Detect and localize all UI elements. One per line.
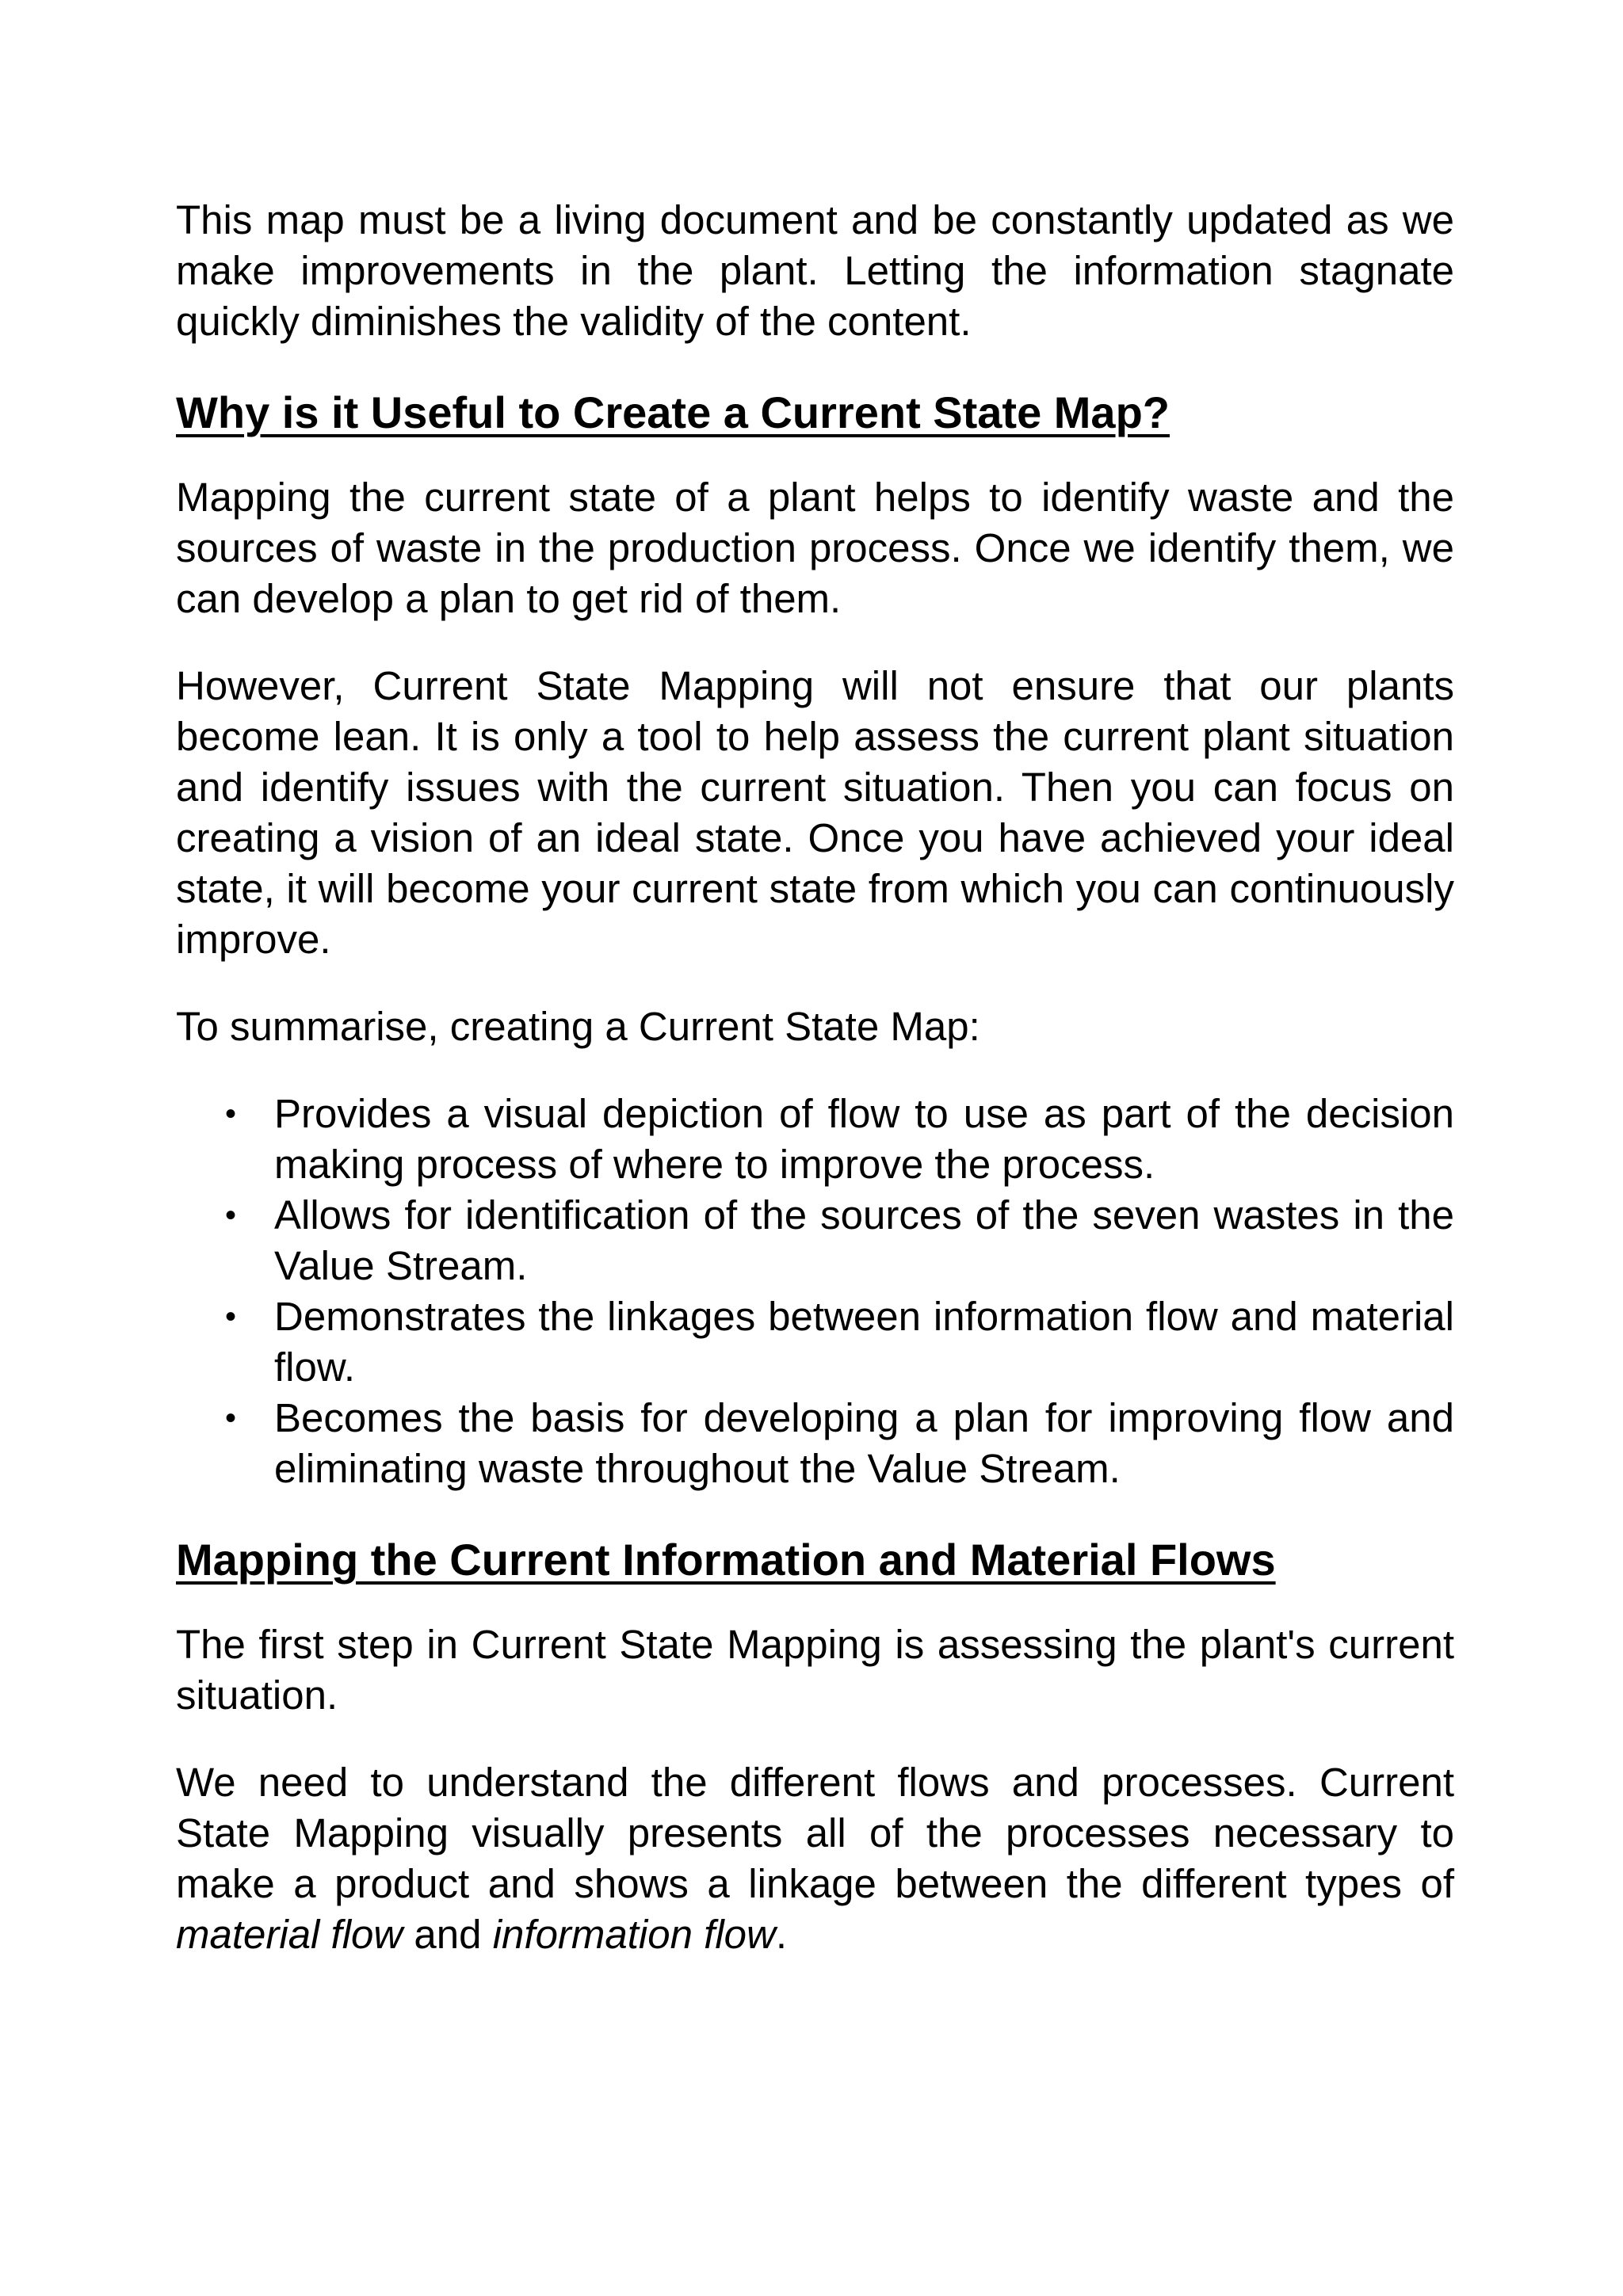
list-item-text: Provides a visual depiction of flow to use as part of the decision making process of where to improve the process.	[274, 1091, 1454, 1187]
paragraph-text: We need to understand the different flows and processes. Current State Mapping visually presents all of the processes necessary to make a product and shows a linkage between the different types of	[176, 1760, 1454, 1906]
intro-paragraph: This map must be a living document and be constantly updated as we make improvements in the plant. Letting the information stagnate quickly diminishes the validity of the content.	[176, 197, 1454, 344]
paragraph-understand-flows	[176, 1757, 1454, 1960]
paragraph-however: However, Current State Mapping will not ensure that our plants become lean. It is only a tool to help assess the current plant situation and identify issues with the current situation. Then you can focus on creating a vision of an ideal state. Once you have achieved your ideal state, it will become your current state from which you can continuously improve.	[176, 663, 1454, 962]
list-item	[176, 1190, 1454, 1291]
paragraph-first-step: The first step in Current State Mapping is assessing the plant's current situation.	[176, 1622, 1454, 1718]
bullet-icon: •	[225, 1299, 237, 1334]
list-item-text: Allows for identification of the sources of the seven wastes in the Value Stream.	[274, 1192, 1454, 1288]
list-item	[176, 1393, 1454, 1494]
bullet-icon: •	[225, 1401, 237, 1436]
list-item	[176, 1089, 1454, 1190]
bullet-icon: •	[225, 1198, 237, 1233]
bullet-icon: •	[225, 1097, 237, 1131]
document-page	[176, 195, 1454, 1960]
list-item-text: Becomes the basis for developing a plan for improving flow and eliminating waste throughout the Value Stream.	[274, 1395, 1454, 1491]
section-heading-why-useful: Why is it Useful to Create a Current State Map?	[176, 387, 1170, 437]
emphasis-information-flow: information flow	[492, 1912, 776, 1957]
list-item	[176, 1291, 1454, 1393]
paragraph-text: and	[403, 1912, 493, 1957]
section-heading-mapping-flows: Mapping the Current Information and Material Flows	[176, 1535, 1276, 1585]
emphasis-material-flow: material flow	[176, 1912, 403, 1957]
paragraph-mapping-current-state: Mapping the current state of a plant helps to identify waste and the sources of waste in the production process. Once we identify them, we can develop a plan to get rid of them.	[176, 475, 1454, 621]
paragraph-text: .	[775, 1912, 788, 1957]
list-item-text: Demonstrates the linkages between information flow and material flow.	[274, 1294, 1454, 1390]
summary-bullet-list	[176, 1089, 1454, 1494]
summary-lead: To summarise, creating a Current State Map:	[176, 1004, 980, 1049]
